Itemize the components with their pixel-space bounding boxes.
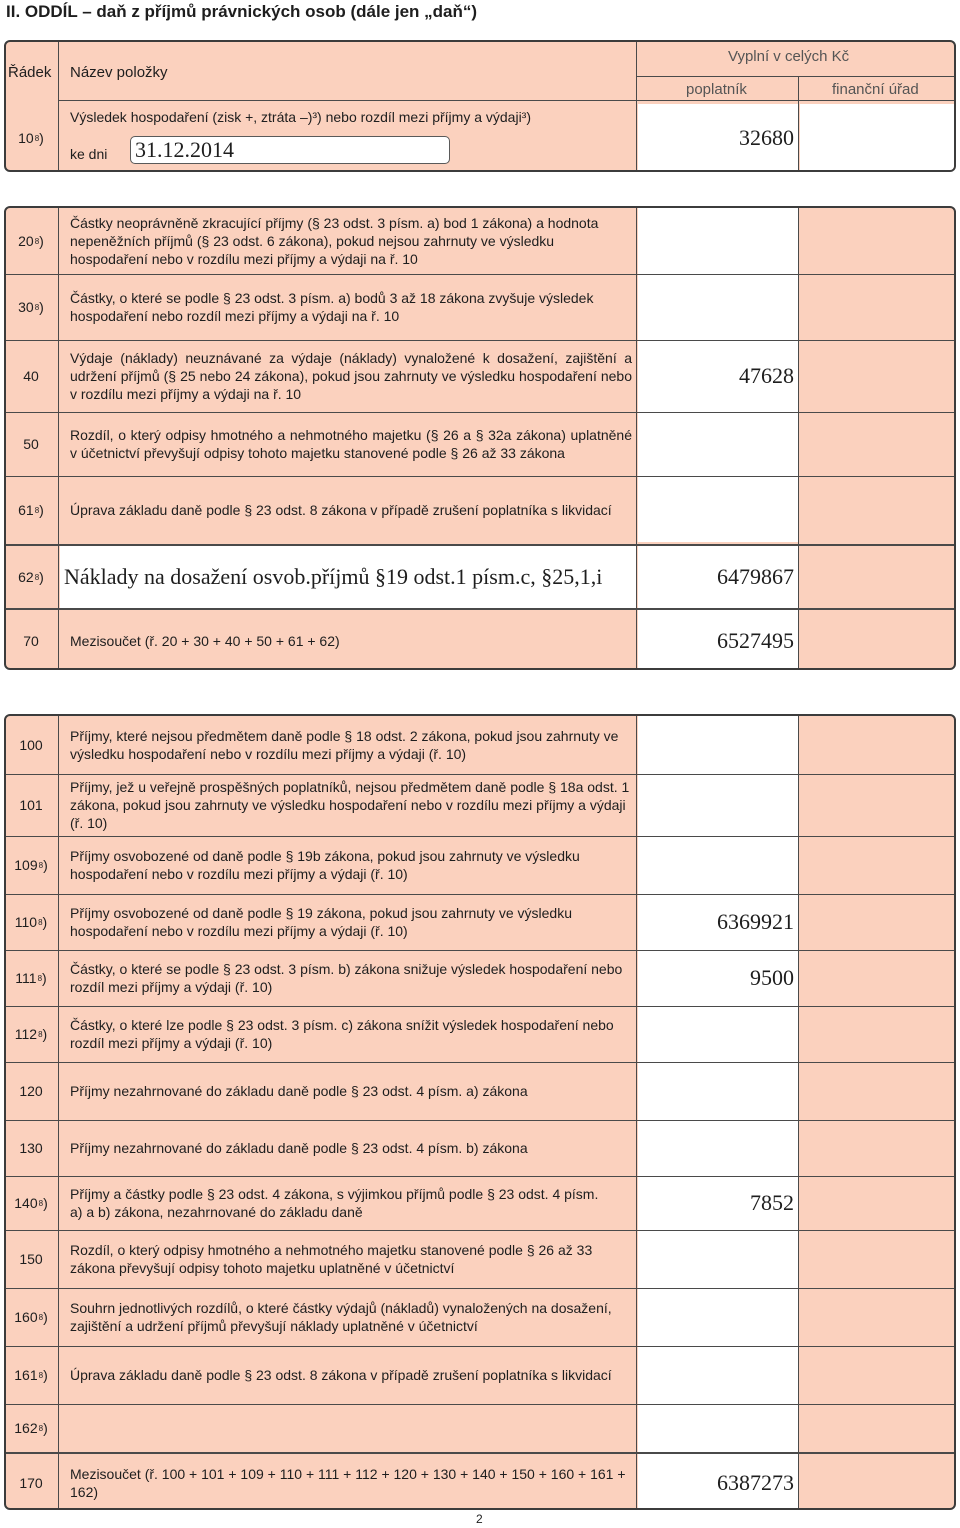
row-number-101: 101	[19, 797, 43, 813]
row-number-162: 162 8 )	[14, 1420, 48, 1436]
row-number-30: 30 8 )	[18, 299, 44, 315]
row-number-120: 120	[19, 1083, 43, 1099]
date-label: ke dni	[70, 146, 108, 162]
row-value-110[interactable]: 6369921	[717, 909, 794, 934]
row-number-110: 110 8 )	[14, 914, 48, 930]
page-number: 2	[476, 1512, 483, 1526]
row-description-160: Souhrn jednotlivých rozdílů, o které částky výdajů (nákladů) vynaložených na dosažení, zajištění a udržení příjmů převyšují náklady uplatněné v účetnictví	[70, 1300, 612, 1334]
row-number-150: 150	[19, 1251, 43, 1267]
row-value-101[interactable]	[638, 774, 798, 836]
row-value-130[interactable]	[638, 1120, 798, 1176]
row-description-150: Rozdíl, o který odpisy hmotného a nehmotného majetku stanovené podle § 26 až 33 zákona převyšují odpisy tohoto majetku uplatněné v účetnictví	[70, 1242, 593, 1276]
row-value-10[interactable]: 32680	[739, 125, 794, 150]
row-value-50[interactable]	[638, 412, 798, 476]
column-header-row: Řádek	[8, 64, 52, 81]
row-value-161[interactable]	[638, 1346, 798, 1404]
row-description-109: Příjmy osvobozené od daně podle § 19b zákona, pokud jsou zahrnuty ve výsledku hospodaření nebo v rozdílu mezi příjmy a výdaji (ř. 10)	[70, 848, 580, 882]
column-header-tax-office: finanční úřad	[832, 81, 919, 98]
row-number-20: 20 8 )	[18, 233, 44, 249]
row-value-170[interactable]: 6387273	[717, 1470, 794, 1495]
date-field[interactable]: 31.12.2014	[130, 136, 450, 164]
row-number-161: 161 8 )	[14, 1367, 48, 1383]
row-value-40[interactable]: 47628	[739, 363, 794, 388]
row-value-140[interactable]: 7852	[750, 1190, 794, 1215]
row-description-140: Příjmy a částky podle § 23 odst. 4 zákona, s výjimkou příjmů podle § 23 odst. 4 písm. a) a b) zákona, nezahrnované do základu daně	[70, 1186, 599, 1220]
row-description-50: Rozdíl, o který odpisy hmotného a nehmotného majetku (§ 26 a § 32a zákona) uplatněné v účetnictví převyšují odpisy tohoto majetku stanovené podle § 26 až 33 zákona	[70, 427, 632, 461]
column-header-taxpayer: poplatník	[686, 81, 747, 98]
row-description-120: Příjmy nezahrnované do základu daně podle § 23 odst. 4 písm. a) zákona	[70, 1083, 528, 1099]
exemption-block	[4, 714, 956, 1510]
row-number-140: 140 8 )	[14, 1195, 48, 1211]
row-value-109[interactable]	[638, 836, 798, 894]
row-number-70: 70	[23, 633, 39, 649]
row-value-20[interactable]	[638, 208, 798, 274]
row-value-160[interactable]	[638, 1288, 798, 1346]
row-description-130: Příjmy nezahrnované do základu daně podle § 23 odst. 4 písm. b) zákona	[70, 1140, 528, 1156]
row-description-10: Výsledek hospodaření (zisk +, ztráta –)³) nebo rozdíl mezi příjmy a výdaji³)	[70, 109, 532, 125]
row-description-62[interactable]: Náklady na dosažení osvob.příjmů §19 odst.1 písm.c, §25,1,i	[64, 564, 603, 589]
row-number-50: 50	[23, 436, 39, 452]
row-number-10: 10 8 )	[18, 130, 44, 146]
row-number-130: 130	[19, 1140, 43, 1156]
row-description-61: Úprava základu daně podle § 23 odst. 8 zákona v případě zrušení poplatníka s likvidací	[70, 502, 612, 518]
row-number-170: 170	[19, 1475, 43, 1491]
column-header-item: Název položky	[70, 64, 168, 81]
column-header-fill-in: Vyplní v celých Kč	[728, 48, 850, 65]
row-description-20: Částky neoprávněně zkracující příjmy (§ 23 odst. 3 písm. a) bod 1 zákona) a hodnota nepeněžních příjmů (§ 23 odst. 6 zákona), pokud nejsou zahrnuty ve výsledku hospodaření nebo v rozdílu mezi příjmy a výdaji na ř. 10	[70, 215, 599, 267]
row-description-111: Částky, o které se podle § 23 odst. 3 písm. b) zákona snižuje výsledek hospodaření nebo rozdíl mezi příjmy a výdaji (ř. 10)	[70, 961, 623, 995]
row-value-100[interactable]	[638, 716, 798, 774]
header-block	[4, 40, 956, 172]
adjustment-block	[4, 206, 956, 670]
row-number-40: 40	[23, 368, 39, 384]
row-value-30[interactable]	[638, 274, 798, 340]
row-number-61: 61 8 )	[18, 502, 44, 518]
row-number-109: 109 8 )	[14, 857, 48, 873]
row-number-160: 160 8 )	[14, 1309, 48, 1325]
row-value-150[interactable]	[638, 1230, 798, 1288]
row-number-62: 62 8 )	[18, 569, 44, 585]
row-description-110: Příjmy osvobozené od daně podle § 19 zákona, pokud jsou zahrnuty ve výsledku hospodaření nebo v rozdílu mezi příjmy a výdaji (ř. 10)	[70, 905, 572, 939]
row-value-111[interactable]: 9500	[750, 965, 794, 990]
row-description-40: Výdaje (náklady) neuznávané za výdaje (náklady) vynaložené k dosažení, zajištění a udržení příjmů (§ 25 nebo 24 zákona), pokud jsou zahrnuty ve výsledku hospodaření nebo v rozdílu mezi příjmy a výdaji na ř. 10	[70, 350, 632, 402]
row-description-161: Úprava základu daně podle § 23 odst. 8 zákona v případě zrušení poplatníka s likvidací	[70, 1367, 612, 1383]
section-title: II. ODDÍL – daň z příjmů právnických osob (dále jen „daň“)	[6, 2, 478, 21]
row-value-120[interactable]	[638, 1062, 798, 1120]
row-number-100: 100	[19, 737, 43, 753]
row-value-70[interactable]: 6527495	[717, 628, 794, 653]
row-description-162	[70, 1404, 632, 1452]
row-description-112: Částky, o které lze podle § 23 odst. 3 písm. c) zákona snížit výsledek hospodaření nebo rozdíl mezi příjmy a výdaji (ř. 10)	[70, 1017, 614, 1051]
row-description-101: Příjmy, jež u veřejně prospěšných poplatníků, nejsou předmětem daně podle § 18a odst. 1 zákona, pokud jsou zahrnuty ve výsledku hospodaření nebo v rozdílu mezi příjmy a výdaji (ř. 10)	[70, 779, 630, 831]
row-value-112[interactable]	[638, 1006, 798, 1062]
row-description-170: Mezisoučet (ř. 100 + 101 + 109 + 110 + 111 + 112 + 120 + 130 + 140 + 150 + 160 + 161 + 162)	[70, 1466, 626, 1500]
row-description-100: Příjmy, které nejsou předmětem daně podle § 18 odst. 2 zákona, pokud jsou zahrnuty ve výsledku hospodaření nebo v rozdílu mezi příjmy a výdaji (ř. 10)	[70, 728, 619, 762]
row-value-61[interactable]	[638, 476, 798, 544]
row-description-30: Částky, o které se podle § 23 odst. 3 písm. a) bodů 3 až 18 zákona zvyšuje výsledek hospodaření nebo rozdíl mezi příjmy a výdaji na ř. 10	[70, 290, 594, 324]
row-description-70: Mezisoučet (ř. 20 + 30 + 40 + 50 + 61 + 62)	[70, 633, 340, 649]
row-value-162[interactable]	[638, 1404, 798, 1452]
row-number-111: 111 8 )	[15, 970, 47, 986]
row-number-112: 112 8 )	[14, 1026, 48, 1042]
row-value-62[interactable]: 6479867	[717, 564, 794, 589]
